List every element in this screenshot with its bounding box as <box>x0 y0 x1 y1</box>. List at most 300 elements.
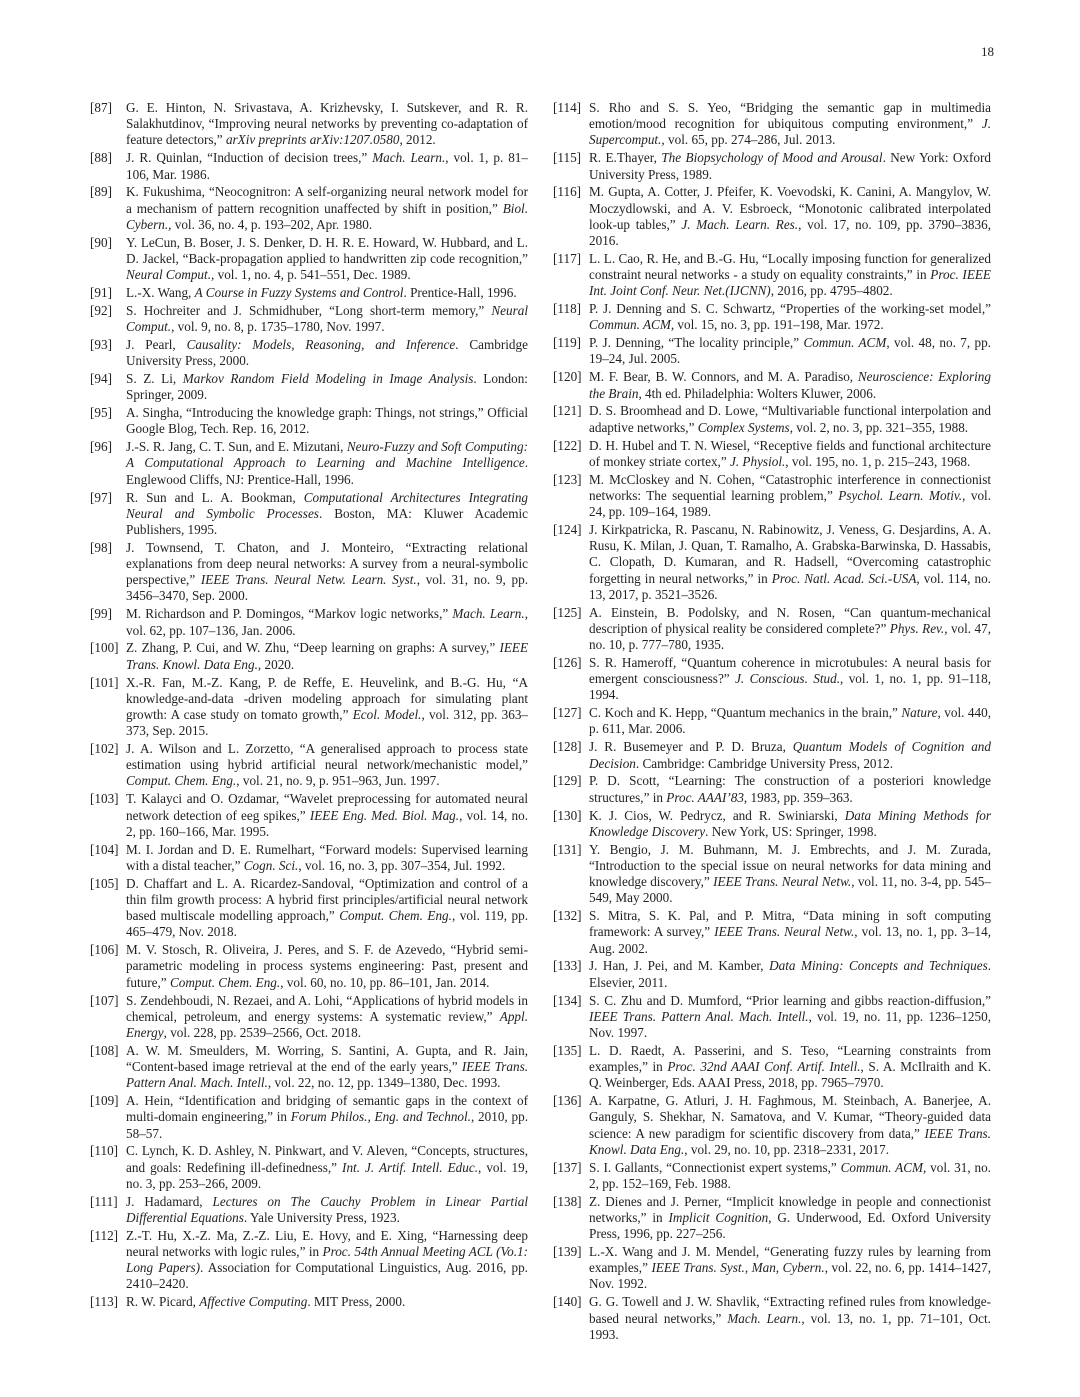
reference-segment: . Cambridge University Press, 2000. <box>126 336 528 369</box>
reference-number: [129] <box>553 773 582 789</box>
reference-text <box>589 842 991 907</box>
reference-segment: , vol. 13, no. 1, pp. 71–101, Oct. 1993. <box>589 1310 991 1342</box>
reference-entry <box>90 1143 528 1192</box>
reference-number: [109] <box>90 1093 119 1109</box>
reference-entry <box>90 876 528 941</box>
reference-number: [100] <box>90 640 119 656</box>
reference-segment: Y. LeCun, B. Boser, J. S. Denker, D. H. R. E. Howard, W. Hubbard, and L. D. Jackel, “Back-propagation applied to handwritten zip code recognition,” <box>126 234 528 266</box>
reference-segment: . Boston, MA: Kluwer Academic Publishers, 1995. <box>126 505 528 537</box>
reference-entry <box>90 439 528 488</box>
reference-segment: J. A. Wilson and L. Zorzetto, “A generalised approach to process state estimation using hybrid artificial neural network/mechanistic model,” <box>126 741 528 773</box>
reference-text <box>126 150 528 182</box>
reference-venue: J. Physiol. <box>729 453 786 469</box>
reference-segment: J. Townsend, T. Chaton, and J. Monteiro, “Extracting relational explanations from deep neural networks: A survey from a neural-symbolic perspective,” <box>126 539 528 588</box>
reference-venue: arXiv preprints arXiv:1207.0580 <box>225 132 400 148</box>
reference-text <box>589 993 991 1042</box>
reference-entry <box>553 908 991 957</box>
reference-segment: , vol. 11, no. 3-4, pp. 545–549, May 2000. <box>589 874 991 906</box>
reference-segment: . Elsevier, 2011. <box>589 958 991 990</box>
reference-segment: , vol. 114, no. 13, 2017, p. 3521–3526. <box>589 570 991 602</box>
reference-text <box>126 876 528 941</box>
reference-entry <box>553 773 991 805</box>
reference-text <box>126 1143 528 1192</box>
reference-segment: J. Han, J. Pei, and M. Kamber, <box>589 958 770 974</box>
reference-number: [134] <box>553 992 582 1008</box>
reference-segment: D. S. Broomhead and D. Lowe, “Multivariable functional interpolation and adaptive networks,” <box>589 403 991 435</box>
reference-text <box>589 1043 991 1092</box>
reference-venue: IEEE Trans. Knowl. Data Eng. <box>589 1125 991 1157</box>
reference-text <box>589 100 991 149</box>
reference-entry <box>553 522 991 603</box>
reference-venue: Proc. 54th Annual Meeting ACL (Vo.1: Long Papers) <box>126 1244 528 1276</box>
reference-segment: , vol. 440, p. 611, Mar. 2006. <box>589 705 991 737</box>
reference-entry <box>90 540 528 605</box>
reference-segment: , vol. 31, no. 9, pp. 3456–3470, Sep. 2000. <box>126 572 528 604</box>
reference-entry <box>90 405 528 437</box>
reference-venue: Proc. IEEE Int. Joint Conf. Neur. Net.(IJCNN) <box>589 267 991 299</box>
reference-text <box>589 335 991 367</box>
reference-venue: Comput. Chem. Eng. <box>126 773 237 789</box>
reference-segment: J. R. Busemeyer and P. D. Bruza, <box>589 739 793 755</box>
reference-segment: J. Pearl, <box>126 336 187 352</box>
reference-segment: , vol. 65, pp. 274–286, Jul. 2013. <box>661 132 836 148</box>
reference-segment: . MIT Press, 2000. <box>307 1294 406 1310</box>
reference-segment: , 2010, pp. 58–57. <box>126 1109 528 1141</box>
reference-entry <box>90 337 528 369</box>
reference-number: [106] <box>90 942 119 958</box>
reference-segment: L. L. Cao, R. He, and B.-G. Hu, “Locally imposing function for generalized constraint neural networks - a study on equality constraints,” in <box>589 250 991 283</box>
reference-number: [130] <box>553 807 582 823</box>
reference-number: [122] <box>553 437 582 453</box>
reference-segment: M. Gupta, A. Cotter, J. Pfeifer, K. Voevodski, K. Canini, A. Mangylov, W. Moczydlowski, and A. V. Esbroeck, “Monotonic calibrated interpolated look-up tables,” <box>589 184 991 232</box>
reference-segment: D. H. Hubel and T. N. Wiesel, “Receptive fields and functional architecture of monkey striate cortex,” <box>589 437 991 469</box>
reference-venue: IEEE Trans. Neural Netw. <box>713 874 852 890</box>
reference-entry <box>553 1043 991 1092</box>
reference-entry <box>90 606 528 638</box>
reference-venue: Nature <box>901 705 938 721</box>
reference-number: [117] <box>553 250 582 266</box>
reference-venue: Int. J. Artif. Intell. Educ. <box>342 1159 479 1175</box>
reference-segment: , vol. 60, no. 10, pp. 86–101, Jan. 2014. <box>280 974 490 990</box>
reference-number: [123] <box>553 471 582 487</box>
reference-text <box>126 405 528 437</box>
reference-number: [87] <box>90 100 112 115</box>
reference-entry <box>90 675 528 740</box>
reference-entry <box>553 150 991 182</box>
reference-number: [125] <box>553 604 582 620</box>
reference-entry <box>553 403 991 435</box>
reference-segment: L.-X. Wang, <box>126 284 195 300</box>
reference-text <box>589 605 991 654</box>
reference-text <box>126 1093 528 1142</box>
reference-text <box>126 100 528 149</box>
reference-text <box>126 439 528 488</box>
reference-entry <box>90 640 528 672</box>
reference-number: [115] <box>553 150 582 166</box>
reference-segment: , vol. 62, pp. 107–136, Jan. 2006. <box>126 606 528 638</box>
reference-text <box>126 540 528 605</box>
reference-number: [138] <box>553 1193 582 1209</box>
reference-segment: S. Rho and S. S. Yeo, “Bridging the semantic gap in multimedia emotion/mood recognition for ubiquitous computing environment,” <box>589 100 991 132</box>
reference-venue: Forum Philos., Eng. and Technol. <box>290 1109 471 1125</box>
reference-number: [112] <box>90 1227 119 1243</box>
reference-segment: P. J. Denning and S. C. Schwartz, “Properties of the working-set model,” <box>589 301 991 317</box>
reference-text <box>589 251 991 300</box>
reference-segment: . London: Springer, 2009. <box>126 371 528 403</box>
reference-number: [99] <box>90 606 112 622</box>
reference-text <box>126 675 528 740</box>
reference-venue: Neuroscience: Exploring the Brain <box>589 369 991 401</box>
reference-text <box>589 438 991 470</box>
reference-text <box>126 791 528 840</box>
reference-text <box>589 1093 991 1158</box>
reference-number: [89] <box>90 184 112 200</box>
reference-venue: Affective Computing <box>199 1294 308 1310</box>
reference-segment: S. I. Gallants, “Connectionist expert systems,” <box>589 1159 841 1175</box>
reference-number: [136] <box>553 1093 582 1109</box>
reference-text <box>126 337 528 369</box>
reference-text <box>589 522 991 603</box>
reference-segment: . Association for Computational Linguistics, Aug. 2016, pp. 2410–2420. <box>126 1260 528 1292</box>
reference-segment: Z. Zhang, P. Cui, and W. Zhu, “Deep learning on graphs: A survey,” <box>126 640 500 656</box>
reference-venue: Mach. Learn. <box>452 606 525 622</box>
reference-entry <box>553 842 991 907</box>
reference-venue: IEEE Trans. Pattern Anal. Mach. Intell. <box>589 1008 809 1024</box>
reference-number: [93] <box>90 336 112 352</box>
reference-segment: , 2020. <box>257 656 295 672</box>
reference-text <box>589 184 991 249</box>
reference-segment: , vol. 16, no. 3, pp. 307–354, Jul. 1992. <box>298 857 506 873</box>
reference-segment: S. Mitra, S. K. Pal, and P. Mitra, “Data mining in soft computing framework: A survey,” <box>589 908 991 940</box>
reference-venue: Mach. Learn. <box>372 150 446 166</box>
reference-segment: K. J. Cios, W. Pedrycz, and R. Swiniarski, <box>589 807 845 823</box>
reference-segment: . New York: Oxford University Press, 1989. <box>589 150 991 182</box>
reference-segment: M. McCloskey and N. Cohen, “Catastrophic interference in connectionist networks: The sequential learning problem,” <box>589 471 991 503</box>
reference-segment: . New York, US: Springer, 1998. <box>705 823 877 839</box>
reference-venue: IEEE Eng. Med. Biol. Mag. <box>309 807 460 823</box>
reference-entry <box>553 438 991 470</box>
reference-entry <box>553 655 991 704</box>
reference-segment: , G. Underwood, Ed. Oxford University Press, 1996, pp. 227–256. <box>589 1209 991 1242</box>
reference-number: [118] <box>553 301 582 317</box>
reference-text <box>589 705 991 737</box>
reference-venue: Comput. Chem. Eng. <box>339 908 452 924</box>
reference-number: [88] <box>90 150 112 166</box>
reference-entry <box>90 842 528 874</box>
reference-segment: , vol. 48, no. 7, pp. 19–24, Jul. 2005. <box>589 335 991 367</box>
reference-text <box>589 808 991 840</box>
reference-venue: Neural Comput. <box>126 302 528 335</box>
reference-text <box>589 369 991 401</box>
reference-segment: , vol. 24, pp. 109–164, 1989. <box>589 487 991 520</box>
reference-segment: , vol. 14, no. 2, pp. 160–166, Mar. 1995. <box>126 807 529 839</box>
reference-number: [127] <box>553 705 582 721</box>
reference-segment: . Prentice-Hall, 1996. <box>403 284 517 300</box>
reference-entry <box>90 100 528 149</box>
reference-segment: S. C. Zhu and D. Mumford, “Prior learning and gibbs reaction-diffusion,” <box>589 992 991 1008</box>
reference-text <box>589 472 991 521</box>
reference-number: [113] <box>90 1294 119 1310</box>
reference-entry <box>553 808 991 840</box>
reference-segment: R. E.Thayer, <box>589 150 662 166</box>
reference-entry <box>553 1160 991 1192</box>
reference-venue: Computational Architectures Integrating Neural and Symbolic Processes <box>126 489 529 521</box>
reference-segment: P. D. Scott, “Learning: The construction of a posteriori knowledge structures,” in <box>589 773 991 805</box>
reference-entry <box>553 472 991 521</box>
reference-entry <box>553 605 991 654</box>
reference-segment: A. Hein, “Identification and bridging of semantic gaps in the context of multi-domain engineering,” in <box>126 1093 528 1125</box>
reference-number: [114] <box>553 100 582 115</box>
reference-venue: Ecol. Model. <box>352 706 422 722</box>
reference-venue: Lectures on The Cauchy Problem in Linear Partial Differential Equations <box>126 1193 528 1225</box>
reference-segment: . Cambridge: Cambridge University Press, 2012. <box>635 755 894 771</box>
reference-text <box>126 371 528 403</box>
reference-segment: Y. Bengio, J. M. Buhmann, M. J. Embrechts, and J. M. Zurada, “Introduction to the special issue on neural networks for data mining and knowledge discovery,” <box>589 841 991 890</box>
reference-number: [110] <box>90 1143 119 1159</box>
reference-segment: , vol. 312, pp. 363–373, Sep. 2015. <box>126 706 529 739</box>
reference-segment: M. V. Stosch, R. Oliveira, J. Peres, and S. F. de Azevedo, “Hybrid semi-parametric modeling in process systems engineering: Past, present and future,” <box>126 942 528 990</box>
reference-entry <box>90 285 528 301</box>
reference-number: [121] <box>553 403 582 419</box>
reference-venue: Proc. AAAI’83 <box>666 789 744 805</box>
reference-number: [92] <box>90 302 112 318</box>
reference-entry <box>90 1194 528 1226</box>
reference-entry <box>90 303 528 335</box>
reference-segment: T. Kalayci and O. Ozdamar, “Wavelet preprocessing for automated neural network detection of eeg spikes,” <box>126 791 528 823</box>
reference-text <box>589 150 991 182</box>
reference-entry <box>90 490 528 539</box>
reference-segment: D. Chaffart and L. A. Ricardez-Sandoval, “Optimization and control of a thin film growth process: A hybrid first principles/artificial neural network based multiscale modelling approach,” <box>126 875 528 924</box>
reference-segment: C. Lynch, K. D. Ashley, N. Pinkwart, and V. Aleven, “Concepts, structures, and goals: Redefining ill-definedness,” <box>126 1143 528 1175</box>
reference-segment: G. G. Towell and J. W. Shavlik, “Extracting refined rules from knowledge-based neural networks,” <box>589 1294 991 1326</box>
reference-entry <box>553 184 991 249</box>
reference-entry <box>553 993 991 1042</box>
reference-segment: M. I. Jordan and D. E. Rumelhart, “Forward models: Supervised learning with a distal teacher,” <box>126 841 528 873</box>
reference-segment: J. R. Quinlan, “Induction of decision trees,” <box>126 150 373 166</box>
reference-venue: J. Mach. Learn. Res. <box>681 216 799 232</box>
reference-entry <box>90 942 528 991</box>
reference-segment: A. Einstein, B. Podolsky, and N. Rosen, “Can quantum-mechanical description of physical reality be considered complete?” <box>589 604 991 636</box>
reference-text <box>126 235 528 284</box>
reference-text <box>126 285 528 301</box>
reference-number: [91] <box>90 284 112 300</box>
reference-venue: Cogn. Sci. <box>243 857 299 873</box>
reference-list-left <box>90 100 528 1312</box>
reference-venue: Implicit Cognition <box>668 1209 769 1225</box>
reference-entry <box>90 993 528 1042</box>
reference-segment: K. Fukushima, “Neocognitron: A self-organizing neural network model for a mechanism of pattern recognition unaffected by shift in position,” <box>126 184 528 216</box>
reference-number: [96] <box>90 439 112 455</box>
reference-number: [135] <box>553 1042 582 1058</box>
reference-number: [126] <box>553 654 582 670</box>
reference-segment: , vol. 22, no. 12, pp. 1349–1380, Dec. 1993. <box>267 1075 501 1091</box>
reference-entry <box>553 1294 991 1343</box>
reference-number: [132] <box>553 908 582 924</box>
reference-segment: S. Hochreiter and J. Schmidhuber, “Long short-term memory,” <box>126 302 492 318</box>
reference-venue: Quantum Models of Cognition and Decision <box>589 739 991 771</box>
reference-segment: X.-R. Fan, M.-Z. Kang, P. de Reffe, E. Heuvelink, and B.-G. Hu, “A knowledge-and-data -driven modeling approach for simulating plant growth: A case study on tomato growth,” <box>126 674 528 722</box>
reference-segment: C. Koch and K. Hepp, “Quantum mechanics in the brain,” <box>589 705 902 721</box>
reference-text <box>126 606 528 638</box>
reference-venue: Neural Comput. <box>126 267 211 283</box>
reference-segment: , vol. 19, no. 11, pp. 1236–1250, Nov. 1997. <box>589 1008 991 1040</box>
reference-entry <box>553 958 991 990</box>
reference-venue: Commun. ACM <box>840 1159 924 1175</box>
reference-number: [90] <box>90 234 112 250</box>
reference-entry <box>90 150 528 182</box>
reference-segment: , 4th ed. Philadelphia: Wolters Kluwer, 2006. <box>638 385 877 401</box>
reference-segment: , vol. 31, no. 2, pp. 152–169, Feb. 1988. <box>589 1159 991 1191</box>
reference-segment: Z.-T. Hu, X.-Z. Ma, Z.-Z. Liu, E. Hovy, and E. Xing, “Harnessing deep neural networks with logic rules,” in <box>126 1227 528 1259</box>
reference-number: [124] <box>553 521 582 537</box>
reference-segment: , vol. 228, pp. 2539–2566, Oct. 2018. <box>163 1024 362 1040</box>
reference-text <box>126 842 528 874</box>
reference-entry <box>553 100 991 149</box>
reference-number: [102] <box>90 741 119 757</box>
reference-segment: , 1983, pp. 359–363. <box>743 789 853 805</box>
reference-entry <box>90 235 528 284</box>
reference-number: [133] <box>553 958 582 974</box>
reference-segment: , 2016, pp. 4795–4802. <box>770 283 893 299</box>
reference-venue: Markov Random Field Modeling in Image Analysis <box>182 371 474 387</box>
reference-venue: Neuro-Fuzzy and Soft Computing: A Computational Approach to Learning and Machine Intelligence <box>126 439 528 471</box>
reference-segment: . Yale University Press, 1923. <box>243 1209 400 1225</box>
page-number: 18 <box>981 44 994 59</box>
reference-segment: P. J. Denning, “The locality principle,” <box>589 335 804 351</box>
reference-segment: , vol. 13, no. 1, pp. 3–14, Aug. 2002. <box>589 924 991 956</box>
reference-entry <box>90 1294 528 1310</box>
reference-text <box>126 1228 528 1293</box>
reference-segment: . Englewood Cliffs, NJ: Prentice-Hall, 1996. <box>126 455 528 487</box>
reference-text <box>126 993 528 1042</box>
reference-segment: L. D. Raedt, A. Passerini, and S. Teso, “Learning constraints from examples,” in <box>589 1042 991 1075</box>
reference-entry <box>90 741 528 790</box>
reference-number: [104] <box>90 841 119 857</box>
reference-segment: R. Sun and L. A. Bookman, <box>126 489 304 505</box>
reference-venue: Causality: Models, Reasoning, and Inference <box>186 336 456 352</box>
reference-segment: S. Zendehboudi, N. Rezaei, and A. Lohi, “Applications of hybrid models in chemical, petroleum, and energy systems: A systematic review,” <box>126 992 528 1024</box>
reference-venue: Data Mining Methods for Knowledge Discovery <box>589 807 991 839</box>
reference-segment: , vol. 19, no. 3, pp. 253–266, 2009. <box>126 1159 528 1191</box>
reference-entry <box>553 335 991 367</box>
reference-segment: , vol. 1, no. 4, p. 541–551, Dec. 1989. <box>211 267 411 283</box>
reference-entry <box>553 1093 991 1158</box>
reference-list-right <box>553 100 991 1345</box>
reference-entry <box>90 791 528 840</box>
reference-segment: , vol. 17, no. 109, pp. 3790–3836, 2016. <box>589 216 991 248</box>
reference-segment: Z. Dienes and J. Perner, “Implicit knowledge in people and connectionist networks,” in <box>589 1193 991 1225</box>
reference-venue: Biol. Cybern. <box>126 200 528 232</box>
reference-segment: , vol. 9, no. 8, p. 1735–1780, Nov. 1997. <box>171 319 385 335</box>
reference-segment: J.-S. R. Jang, C. T. Sun, and E. Mizutani, <box>126 439 347 455</box>
reference-entry <box>90 1093 528 1142</box>
reference-segment: A. Karpatne, G. Atluri, J. H. Faghmous, M. Steinbach, A. Banerjee, A. Ganguly, S. Shekhar, N. Samatova, and V. Kumar, “Theory-guided data science: A new paradigm for scientific discovery from data,” <box>589 1093 991 1141</box>
reference-segment: A. Singha, “Introducing the knowledge graph: Things, not strings,” Official Google Blog, Tech. Rep. 16, 2012. <box>126 405 528 437</box>
reference-segment: , vol. 119, pp. 465–479, Nov. 2018. <box>126 908 528 940</box>
reference-segment: M. F. Bear, B. W. Connors, and M. A. Paradiso, <box>589 369 858 385</box>
reference-text <box>126 1194 528 1226</box>
reference-entry <box>90 1228 528 1293</box>
reference-segment: M. Richardson and P. Domingos, “Markov logic networks,” <box>126 606 453 622</box>
reference-venue: IEEE Trans. Neural Netw. Learn. Syst. <box>200 572 417 588</box>
reference-segment: , vol. 36, no. 4, p. 193–202, Apr. 1980. <box>168 216 373 232</box>
reference-text <box>126 741 528 790</box>
reference-segment: A. W. M. Smeulders, M. Worring, S. Santini, A. Gupta, and R. Jain, “Content-based image retrieval at the end of the early years,” <box>126 1042 528 1075</box>
reference-number: [119] <box>553 335 582 351</box>
reference-number: [101] <box>90 674 119 690</box>
reference-venue: Proc. 32nd AAAI Conf. Artif. Intell. <box>667 1059 861 1075</box>
reference-segment: , vol. 195, no. 1, p. 215–243, 1968. <box>785 453 971 469</box>
reference-segment: G. E. Hinton, N. Srivastava, A. Krizhevsky, I. Sutskever, and R. R. Salakhutdinov, “Improving neural networks by preventing co-adaptation of feature detectors,” <box>126 100 528 148</box>
reference-text <box>589 1194 991 1243</box>
reference-text <box>589 1160 991 1192</box>
reference-entry <box>553 739 991 771</box>
reference-segment: , vol. 21, no. 9, p. 951–963, Jun. 1997. <box>236 773 440 789</box>
reference-text <box>589 908 991 957</box>
reference-entry <box>553 705 991 737</box>
reference-text <box>126 490 528 539</box>
reference-entry <box>90 371 528 403</box>
reference-venue: Data Mining: Concepts and Techniques <box>769 958 988 974</box>
reference-venue: IEEE Trans. Pattern Anal. Mach. Intell. <box>126 1059 528 1091</box>
reference-entry <box>553 1194 991 1243</box>
reference-number: [107] <box>90 992 119 1008</box>
reference-segment: , S. A. McIlraith and K. Q. Weinberger, Eds. AAAI Press, 2018, pp. 7965–7970. <box>589 1059 991 1091</box>
reference-text <box>126 1043 528 1092</box>
reference-venue: A Course in Fuzzy Systems and Control <box>194 284 404 300</box>
reference-number: [105] <box>90 875 119 891</box>
reference-segment: J. Kirkpatricka, R. Pascanu, N. Rabinowitz, J. Veness, G. Desjardins, A. A. Rusu, K. Milan, J. Quan, T. Ramalho, A. Grabska-Barwinska, D. Hassabis, C. Clopath, D. Kumaran, and R. Hadsell, “Overcoming catastrophic forgetting in neural networks,” in <box>589 521 991 586</box>
reference-number: [140] <box>553 1294 582 1310</box>
reference-text <box>126 1294 528 1310</box>
reference-text <box>589 958 991 990</box>
reference-text <box>589 739 991 771</box>
reference-number: [103] <box>90 791 119 807</box>
reference-segment: , vol. 1, p. 81–106, Mar. 1986. <box>126 150 528 182</box>
reference-entry <box>90 1043 528 1092</box>
reference-number: [95] <box>90 405 112 421</box>
reference-number: [108] <box>90 1042 119 1058</box>
reference-number: [120] <box>553 369 582 385</box>
reference-venue: Proc. Natl. Acad. Sci.-USA <box>771 570 917 586</box>
reference-venue: IEEE Trans. Syst., Man, Cybern. <box>651 1260 825 1276</box>
reference-segment: , vol. 29, no. 10, pp. 2318–2331, 2017. <box>684 1141 890 1157</box>
reference-entry <box>553 1244 991 1293</box>
reference-entry <box>90 184 528 233</box>
reference-venue: J. Conscious. Stud. <box>735 671 841 687</box>
reference-text <box>589 1294 991 1343</box>
reference-segment: S. Z. Li, <box>126 371 183 387</box>
reference-entry <box>553 301 991 333</box>
reference-venue: Appl. Energy <box>126 1008 528 1040</box>
reference-venue: J. Supercomput. <box>589 116 991 148</box>
reference-segment: , vol. 47, no. 10, p. 777–780, 1935. <box>589 620 991 653</box>
reference-venue: IEEE Trans. Knowl. Data Eng. <box>126 640 528 672</box>
reference-text <box>126 303 528 335</box>
reference-venue: Mach. Learn. <box>727 1310 802 1326</box>
reference-venue: Complex Systems <box>697 419 790 435</box>
reference-venue: Psychol. Learn. Motiv. <box>838 487 963 503</box>
reference-venue: Commun. ACM <box>589 317 671 333</box>
reference-text <box>589 403 991 435</box>
reference-segment: , vol. 22, no. 6, pp. 1414–1427, Nov. 1992. <box>589 1260 992 1292</box>
reference-segment: L.-X. Wang and J. M. Mendel, “Generating fuzzy rules by learning from examples,” <box>589 1244 991 1276</box>
reference-number: [139] <box>553 1244 582 1259</box>
reference-segment: R. W. Picard, <box>126 1294 200 1310</box>
reference-number: [111] <box>90 1193 118 1209</box>
reference-venue: Comput. Chem. Eng. <box>169 974 281 990</box>
reference-segment: , vol. 1, no. 1, pp. 91–118, 1994. <box>589 671 991 703</box>
